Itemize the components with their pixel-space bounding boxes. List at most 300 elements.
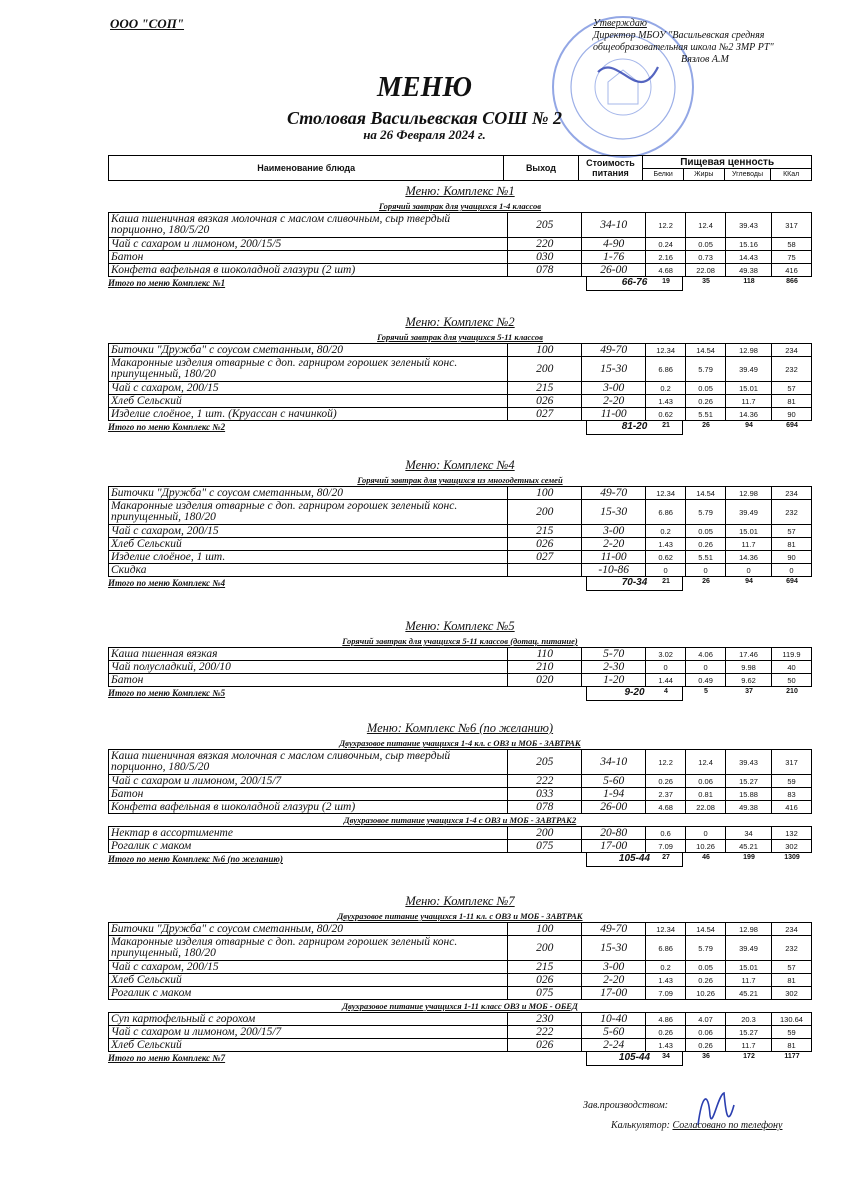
dish-table bbox=[108, 922, 812, 1000]
dish-protein: 0 bbox=[646, 661, 686, 674]
dish-protein: 12.34 bbox=[646, 923, 686, 936]
dish-fat: 5.79 bbox=[686, 500, 726, 525]
dish-name: Батон bbox=[109, 251, 508, 264]
table-row bbox=[109, 788, 812, 801]
table-row bbox=[109, 750, 812, 775]
dish-fat: 0.26 bbox=[686, 538, 726, 551]
dish-carbs: 15.01 bbox=[726, 382, 772, 395]
dish-fat: 12.4 bbox=[686, 213, 726, 238]
total-kcal: 694 bbox=[786, 422, 798, 429]
dish-carbs: 12.98 bbox=[726, 344, 772, 357]
dish-protein: 12.34 bbox=[646, 344, 686, 357]
dish-fat: 5.51 bbox=[686, 408, 726, 421]
dish-kcal: 302 bbox=[771, 840, 811, 853]
total-protein: 27 bbox=[662, 854, 670, 861]
total-fat: 46 bbox=[702, 854, 710, 861]
total-protein: 4 bbox=[664, 688, 668, 695]
total-label: Итого по меню Комплекс №5 bbox=[108, 688, 226, 698]
dish-kcal: 234 bbox=[772, 923, 812, 936]
table-row bbox=[109, 827, 812, 840]
dish-protein: 3.02 bbox=[646, 648, 686, 661]
dish-cost: 2-30 bbox=[582, 661, 646, 674]
dish-fat: 14.54 bbox=[686, 923, 726, 936]
dish-fat: 5.51 bbox=[686, 551, 726, 564]
dish-name: Макаронные изделия отварные с доп. гарниром горошек зеленый конс. припущенный, 180/20 bbox=[109, 500, 508, 525]
dish-carbs: 11.7 bbox=[726, 395, 772, 408]
dish-cost: 4-90 bbox=[582, 238, 646, 251]
dish-protein: 0.24 bbox=[646, 238, 686, 251]
dish-fat: 0.06 bbox=[686, 1026, 726, 1039]
dish-name: Конфета вафельная в шоколадной глазури (2 шт) bbox=[109, 801, 508, 814]
menu-section bbox=[108, 719, 812, 867]
table-row bbox=[109, 923, 812, 936]
group-subtitle: Горячий завтрак для учащихся 1-4 классов bbox=[378, 201, 542, 211]
dish-kcal: 81 bbox=[772, 538, 812, 551]
group-subtitle: Горячий завтрак для учащихся 5-11 классов (дотац. питание) bbox=[342, 636, 578, 646]
dish-protein: 0.26 bbox=[646, 1026, 686, 1039]
total-label: Итого по меню Комплекс №4 bbox=[108, 578, 226, 588]
dish-carbs: 14.43 bbox=[726, 251, 772, 264]
dish-name: Суп картофельный с горохом bbox=[109, 1013, 508, 1026]
dish-name: Каша пшенная вязкая bbox=[109, 648, 508, 661]
dish-output: 205 bbox=[508, 213, 582, 238]
table-row bbox=[109, 661, 812, 674]
total-cost: 81-20 bbox=[586, 420, 683, 435]
dish-cost: 34-10 bbox=[582, 213, 646, 238]
dish-output: 026 bbox=[508, 1039, 582, 1052]
dish-carbs: 15.01 bbox=[726, 961, 772, 974]
menu-date: на 26 Февраля 2024 г. bbox=[363, 127, 486, 142]
total-label: Итого по меню Комплекс №1 bbox=[108, 278, 226, 288]
dish-cost: 3-00 bbox=[582, 382, 646, 395]
dish-name: Биточки "Дружба" с соусом сметанным, 80/20 bbox=[109, 923, 508, 936]
header-carbs: Углеводы bbox=[724, 169, 771, 181]
section-total bbox=[108, 421, 812, 435]
dish-protein: 6.86 bbox=[646, 500, 686, 525]
dish-kcal: 75 bbox=[772, 251, 812, 264]
section-title: Меню: Комплекс №6 (по желанию) bbox=[366, 721, 554, 735]
dish-name: Конфета вафельная в шоколадной глазури (2 шт) bbox=[109, 264, 508, 277]
menu-section bbox=[108, 892, 812, 1066]
approval-line-3: общеобразовательная школа №2 ЗМР РТ" bbox=[593, 42, 774, 53]
section-title: Меню: Комплекс №1 bbox=[405, 184, 515, 198]
section-title: Меню: Комплекс №5 bbox=[405, 619, 515, 633]
dish-fat: 14.54 bbox=[686, 487, 726, 500]
total-protein: 21 bbox=[662, 422, 670, 429]
dish-kcal: 81 bbox=[772, 974, 812, 987]
approval-line-4: Вязлов А.М bbox=[681, 54, 729, 65]
total-kcal: 1309 bbox=[784, 854, 800, 861]
dish-output: 027 bbox=[508, 408, 582, 421]
header-fat: Жиры bbox=[683, 169, 724, 181]
total-carbs: 94 bbox=[745, 578, 753, 585]
menu-section bbox=[108, 313, 812, 435]
table-row bbox=[109, 674, 812, 687]
dish-fat: 0.05 bbox=[686, 961, 726, 974]
header-kcal: ККал bbox=[771, 169, 812, 181]
dish-name: Хлеб Сельский bbox=[109, 395, 508, 408]
dish-name: Батон bbox=[109, 788, 508, 801]
dish-carbs: 45.21 bbox=[726, 840, 772, 853]
table-row bbox=[109, 987, 812, 1000]
total-kcal: 1177 bbox=[784, 1053, 800, 1060]
dish-cost: 3-00 bbox=[582, 525, 646, 538]
dish-output: 220 bbox=[508, 238, 582, 251]
header-name: Наименование блюда bbox=[109, 156, 504, 181]
dish-protein: 12.2 bbox=[646, 213, 686, 238]
dish-fat: 22.08 bbox=[686, 801, 726, 814]
dish-name: Чай с сахаром и лимоном, 200/15/5 bbox=[109, 238, 508, 251]
table-row bbox=[109, 213, 812, 238]
dish-protein: 0.2 bbox=[646, 382, 686, 395]
dish-carbs: 15.01 bbox=[726, 525, 772, 538]
table-row bbox=[109, 500, 812, 525]
group-subtitle: Двухразовое питание учащихся 1-11 кл. с ОВЗ и МОБ - ЗАВТРАК bbox=[337, 911, 583, 921]
dish-output bbox=[508, 564, 582, 577]
dish-protein: 0.2 bbox=[646, 525, 686, 538]
total-kcal: 694 bbox=[786, 578, 798, 585]
table-row bbox=[109, 264, 812, 277]
dish-kcal: 234 bbox=[772, 344, 812, 357]
table-row bbox=[109, 551, 812, 564]
dish-carbs: 20.3 bbox=[726, 1013, 772, 1026]
dish-carbs: 0 bbox=[726, 564, 772, 577]
dish-cost: 11-00 bbox=[582, 551, 646, 564]
dish-carbs: 14.36 bbox=[726, 551, 772, 564]
dish-output: 110 bbox=[508, 648, 582, 661]
dish-name: Нектар в ассортименте bbox=[109, 827, 508, 840]
section-total bbox=[108, 687, 812, 701]
dish-kcal: 416 bbox=[772, 801, 812, 814]
dish-cost: 26-00 bbox=[582, 264, 646, 277]
dish-kcal: 40 bbox=[772, 661, 812, 674]
dish-protein: 2.37 bbox=[646, 788, 686, 801]
dish-protein: 0.2 bbox=[646, 961, 686, 974]
dish-output: 026 bbox=[508, 974, 582, 987]
dish-cost: 1-76 bbox=[582, 251, 646, 264]
dish-output: 075 bbox=[508, 987, 582, 1000]
approval-line-2: Директор МБОУ "Васильевская средняя bbox=[593, 30, 765, 41]
dish-fat: 5.79 bbox=[686, 936, 726, 961]
table-row bbox=[109, 238, 812, 251]
table-header bbox=[108, 155, 812, 181]
dish-protein: 12.2 bbox=[646, 750, 686, 775]
dish-output: 033 bbox=[508, 788, 582, 801]
table-row bbox=[109, 775, 812, 788]
dish-protein: 7.09 bbox=[646, 987, 686, 1000]
dish-output: 215 bbox=[508, 382, 582, 395]
dish-cost: 49-70 bbox=[582, 923, 646, 936]
table-row bbox=[109, 1013, 812, 1026]
dish-cost: 15-30 bbox=[582, 357, 646, 382]
page-subtitle: Столовая Васильевская СОШ № 2 bbox=[287, 108, 562, 128]
dish-protein: 4.86 bbox=[646, 1013, 686, 1026]
dish-cost: 2-20 bbox=[582, 538, 646, 551]
dish-protein: 12.34 bbox=[646, 487, 686, 500]
total-cost: 9-20 bbox=[586, 686, 683, 701]
dish-fat: 12.4 bbox=[686, 750, 726, 775]
group-subtitle: Двухразовое питание учащихся 1-4 кл. с ОВЗ и МОБ - ЗАВТРАК bbox=[339, 738, 581, 748]
dish-name: Изделие слоёное, 1 шт. bbox=[109, 551, 508, 564]
total-carbs: 199 bbox=[743, 854, 755, 861]
dish-carbs: 45.21 bbox=[726, 987, 772, 1000]
dish-protein: 0.62 bbox=[646, 408, 686, 421]
dish-cost: 20-80 bbox=[582, 827, 646, 840]
dish-cost: 5-70 bbox=[582, 648, 646, 661]
dish-name: Рогалик с маком bbox=[109, 987, 508, 1000]
dish-output: 215 bbox=[508, 961, 582, 974]
dish-kcal: 132 bbox=[771, 827, 811, 840]
total-cost: 66-76 bbox=[586, 276, 683, 291]
dish-output: 200 bbox=[508, 827, 582, 840]
total-fat: 26 bbox=[702, 422, 710, 429]
dish-output: 078 bbox=[508, 801, 582, 814]
dish-fat: 14.54 bbox=[686, 344, 726, 357]
dish-protein: 0.62 bbox=[646, 551, 686, 564]
total-label: Итого по меню Комплекс №7 bbox=[108, 1053, 226, 1063]
dish-carbs: 39.43 bbox=[726, 213, 772, 238]
dish-output: 200 bbox=[508, 357, 582, 382]
calculator-line bbox=[611, 1120, 782, 1131]
dish-cost: 15-30 bbox=[582, 500, 646, 525]
section-total bbox=[108, 853, 812, 867]
table-row bbox=[109, 801, 812, 814]
dish-output: 200 bbox=[508, 500, 582, 525]
total-cost: 105-44 bbox=[586, 852, 683, 867]
approval-line-1: Утверждаю bbox=[593, 18, 647, 29]
dish-kcal: 130.64 bbox=[771, 1013, 811, 1026]
dish-carbs: 39.49 bbox=[726, 357, 772, 382]
dish-cost: 26-00 bbox=[582, 801, 646, 814]
dish-carbs: 12.98 bbox=[726, 923, 772, 936]
dish-kcal: 232 bbox=[772, 357, 812, 382]
dish-fat: 0.05 bbox=[686, 238, 726, 251]
total-fat: 36 bbox=[702, 1053, 710, 1060]
dish-carbs: 39.49 bbox=[726, 500, 772, 525]
dish-table bbox=[108, 647, 812, 687]
total-protein: 34 bbox=[662, 1053, 670, 1060]
dish-kcal: 232 bbox=[772, 500, 812, 525]
total-carbs: 172 bbox=[743, 1053, 755, 1060]
total-fat: 5 bbox=[704, 688, 708, 695]
dish-kcal: 57 bbox=[772, 382, 812, 395]
dish-table bbox=[108, 1012, 812, 1052]
total-protein: 19 bbox=[662, 278, 670, 285]
table-row bbox=[109, 251, 812, 264]
dish-cost: 34-10 bbox=[582, 750, 646, 775]
group-subtitle: Горячий завтрак для учащихся 5-11 классов bbox=[377, 332, 543, 342]
dish-fat: 4.06 bbox=[686, 648, 726, 661]
dish-fat: 0.49 bbox=[686, 674, 726, 687]
section-title: Меню: Комплекс №4 bbox=[405, 458, 515, 472]
total-fat: 26 bbox=[702, 578, 710, 585]
dish-kcal: 302 bbox=[772, 987, 812, 1000]
dish-fat: 5.79 bbox=[686, 357, 726, 382]
dish-fat: 10.26 bbox=[686, 987, 726, 1000]
group-subtitle: Двухразовое питание учащихся 1-4 с ОВЗ и МОБ - ЗАВТРАК2 bbox=[343, 815, 577, 825]
menu-section bbox=[108, 456, 812, 591]
dish-kcal: 317 bbox=[772, 213, 812, 238]
total-label: Итого по меню Комплекс №2 bbox=[108, 422, 226, 432]
dish-name: Каша пшеничная вязкая молочная с маслом сливочным, сыр твердый порционно, 180/5/20 bbox=[109, 213, 508, 238]
dish-cost: 2-20 bbox=[582, 395, 646, 408]
dish-fat: 0.26 bbox=[686, 1039, 726, 1052]
table-row bbox=[109, 1026, 812, 1039]
dish-cost: -10-86 bbox=[582, 564, 646, 577]
table-row bbox=[109, 538, 812, 551]
dish-carbs: 9.98 bbox=[726, 661, 772, 674]
dish-kcal: 90 bbox=[772, 408, 812, 421]
dish-name: Хлеб Сельский bbox=[109, 538, 508, 551]
dish-fat: 0 bbox=[686, 564, 726, 577]
dish-output: 222 bbox=[508, 775, 582, 788]
dish-protein: 6.86 bbox=[646, 936, 686, 961]
dish-name: Скидка bbox=[109, 564, 508, 577]
dish-output: 210 bbox=[508, 661, 582, 674]
dish-fat: 0.26 bbox=[686, 974, 726, 987]
total-carbs: 94 bbox=[745, 422, 753, 429]
dish-table bbox=[108, 826, 812, 853]
calculator-value: Согласовано по телефону bbox=[672, 1120, 783, 1131]
dish-cost: 1-20 bbox=[582, 674, 646, 687]
table-row bbox=[109, 974, 812, 987]
dish-carbs: 15.27 bbox=[726, 775, 772, 788]
dish-output: 222 bbox=[508, 1026, 582, 1039]
dish-carbs: 15.27 bbox=[726, 1026, 772, 1039]
dish-protein: 1.43 bbox=[646, 974, 686, 987]
dish-output: 230 bbox=[508, 1013, 582, 1026]
dish-table bbox=[108, 343, 812, 421]
table-row bbox=[109, 408, 812, 421]
dish-protein: 0 bbox=[646, 564, 686, 577]
header-cost: Стоимость питания bbox=[578, 156, 643, 181]
dish-name: Чай с сахаром, 200/15 bbox=[109, 961, 508, 974]
dish-kcal: 416 bbox=[772, 264, 812, 277]
group-subtitle: Двухразовое питание учащихся 1-11 класс ОВЗ и МОБ - ОБЕД bbox=[342, 1001, 578, 1011]
dish-carbs: 39.49 bbox=[726, 936, 772, 961]
dish-kcal: 234 bbox=[772, 487, 812, 500]
dish-kcal: 0 bbox=[772, 564, 812, 577]
dish-cost: 5-60 bbox=[582, 775, 646, 788]
dish-carbs: 34 bbox=[726, 827, 772, 840]
dish-fat: 0.06 bbox=[686, 775, 726, 788]
menu-section bbox=[108, 617, 812, 701]
dish-protein: 6.86 bbox=[646, 357, 686, 382]
dish-kcal: 57 bbox=[772, 961, 812, 974]
table-row bbox=[109, 357, 812, 382]
dish-name: Хлеб Сельский bbox=[109, 974, 508, 987]
dish-protein: 4.68 bbox=[646, 264, 686, 277]
dish-name: Биточки "Дружба" с соусом сметанным, 80/20 bbox=[109, 487, 508, 500]
dish-table bbox=[108, 212, 812, 277]
dish-output: 027 bbox=[508, 551, 582, 564]
approval-block bbox=[593, 18, 833, 66]
dish-table bbox=[108, 486, 812, 577]
dish-kcal: 317 bbox=[772, 750, 812, 775]
dish-kcal: 50 bbox=[772, 674, 812, 687]
dish-carbs: 49.38 bbox=[726, 264, 772, 277]
table-row bbox=[109, 1039, 812, 1052]
dish-carbs: 15.88 bbox=[726, 788, 772, 801]
table-row bbox=[109, 564, 812, 577]
dish-output: 030 bbox=[508, 251, 582, 264]
dish-carbs: 11.7 bbox=[726, 1039, 772, 1052]
dish-protein: 1.44 bbox=[646, 674, 686, 687]
dish-protein: 0.6 bbox=[646, 827, 686, 840]
dish-carbs: 11.7 bbox=[726, 974, 772, 987]
dish-name: Изделие слоёное, 1 шт. (Круассан с начинкой) bbox=[109, 408, 508, 421]
group-subtitle: Горячий завтрак для учащихся из многодетных семей bbox=[357, 475, 563, 485]
dish-cost: 15-30 bbox=[582, 936, 646, 961]
total-carbs: 37 bbox=[745, 688, 753, 695]
dish-output: 100 bbox=[508, 487, 582, 500]
dish-protein: 1.43 bbox=[646, 395, 686, 408]
dish-carbs: 12.98 bbox=[726, 487, 772, 500]
section-total bbox=[108, 577, 812, 591]
dish-cost: 11-00 bbox=[582, 408, 646, 421]
dish-cost: 49-70 bbox=[582, 487, 646, 500]
dish-name: Чай полусладкий, 200/10 bbox=[109, 661, 508, 674]
dish-carbs: 39.43 bbox=[726, 750, 772, 775]
dish-name: Батон bbox=[109, 674, 508, 687]
dish-fat: 0.26 bbox=[686, 395, 726, 408]
dish-name: Биточки "Дружба" с соусом сметанным, 80/20 bbox=[109, 344, 508, 357]
dish-fat: 0 bbox=[686, 661, 726, 674]
dish-kcal: 58 bbox=[772, 238, 812, 251]
total-protein: 21 bbox=[662, 578, 670, 585]
section-total bbox=[108, 1052, 812, 1066]
dish-fat: 0 bbox=[686, 827, 726, 840]
dish-protein: 7.09 bbox=[646, 840, 686, 853]
dish-output: 026 bbox=[508, 395, 582, 408]
dish-carbs: 15.16 bbox=[726, 238, 772, 251]
dish-carbs: 14.36 bbox=[726, 408, 772, 421]
dish-name: Чай с сахаром, 200/15 bbox=[109, 382, 508, 395]
total-fat: 35 bbox=[702, 278, 710, 285]
dish-kcal: 83 bbox=[772, 788, 812, 801]
dish-fat: 10.26 bbox=[686, 840, 726, 853]
dish-kcal: 119.9 bbox=[772, 648, 812, 661]
dish-protein: 1.43 bbox=[646, 1039, 686, 1052]
dish-output: 100 bbox=[508, 344, 582, 357]
calculator-label: Калькулятор: bbox=[611, 1120, 670, 1131]
total-kcal: 210 bbox=[786, 688, 798, 695]
table-row bbox=[109, 395, 812, 408]
table-row bbox=[109, 487, 812, 500]
section-title: Меню: Комплекс №7 bbox=[405, 894, 515, 908]
total-kcal: 866 bbox=[786, 278, 798, 285]
dish-name: Рогалик с маком bbox=[109, 840, 508, 853]
table-row bbox=[109, 648, 812, 661]
dish-protein: 0.26 bbox=[646, 775, 686, 788]
dish-kcal: 59 bbox=[772, 775, 812, 788]
dish-kcal: 81 bbox=[771, 1039, 811, 1052]
dish-output: 100 bbox=[508, 923, 582, 936]
dish-output: 200 bbox=[508, 936, 582, 961]
total-cost: 70-34 bbox=[586, 576, 683, 591]
dish-cost: 17-00 bbox=[582, 987, 646, 1000]
menu-section bbox=[108, 182, 812, 291]
dish-carbs: 17.46 bbox=[726, 648, 772, 661]
dish-kcal: 59 bbox=[771, 1026, 811, 1039]
page-title: МЕНЮ bbox=[377, 72, 472, 103]
header-output: Выход bbox=[504, 156, 578, 181]
table-row bbox=[109, 936, 812, 961]
dish-output: 205 bbox=[508, 750, 582, 775]
dish-output: 020 bbox=[508, 674, 582, 687]
dish-cost: 17-00 bbox=[582, 840, 646, 853]
dish-fat: 0.81 bbox=[686, 788, 726, 801]
